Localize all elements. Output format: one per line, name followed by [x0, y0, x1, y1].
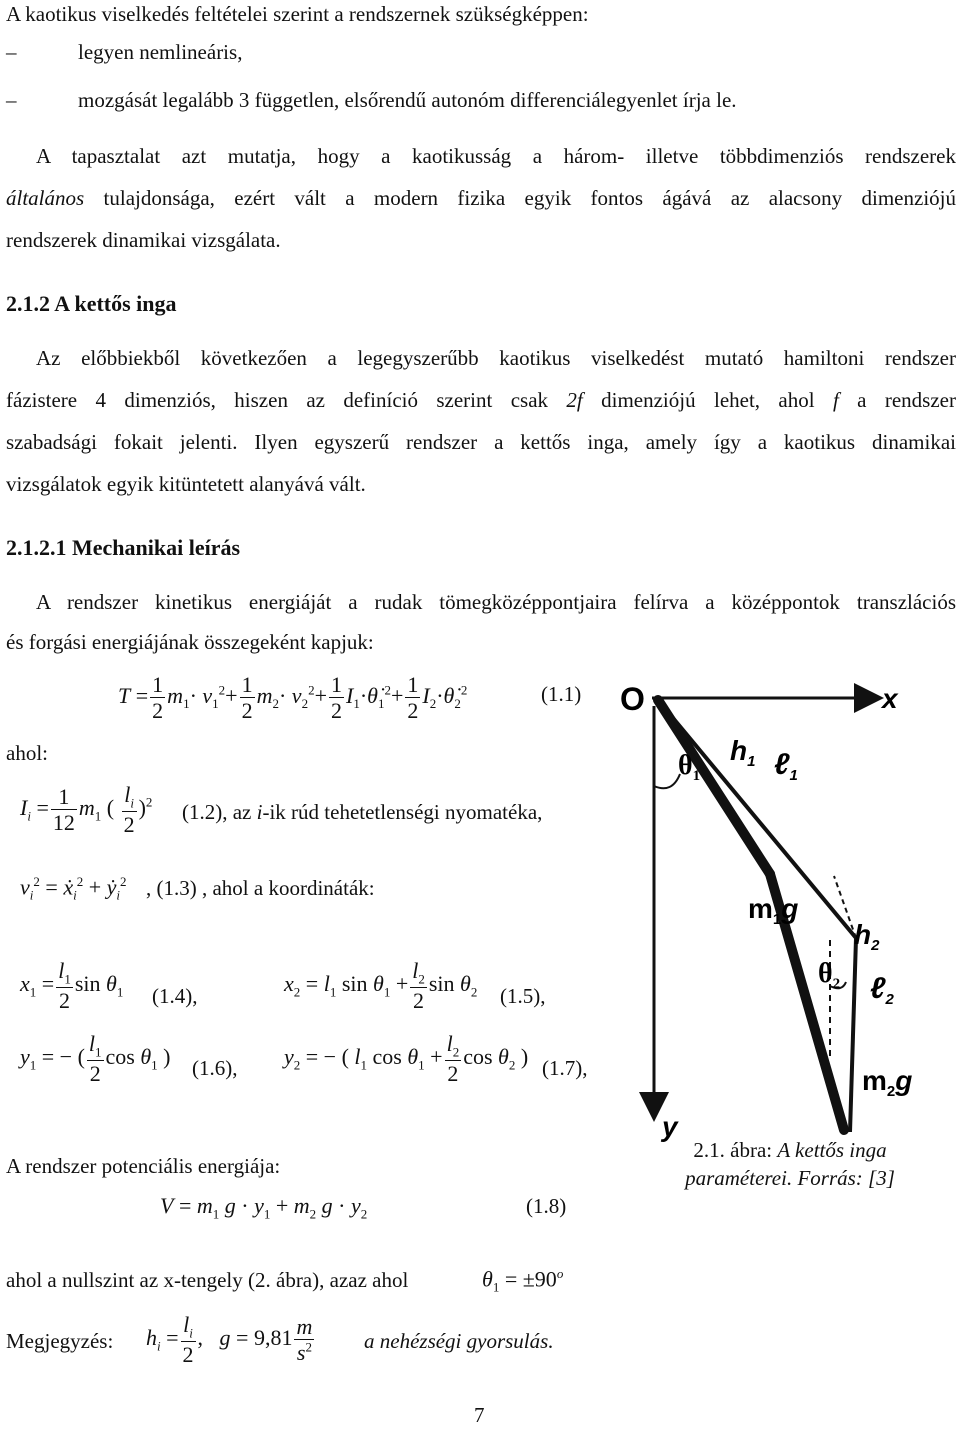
s212-line4: vizsgálatok egyik kitüntetett alanyává vált. [6, 472, 366, 496]
s212-line2: fázistere 4 dimenziós, hiszen az definíció szerint csak 2f dimenziójú lehet, ahol f a rendszer [6, 388, 956, 412]
l2-label: ℓ$_2$ [870, 972, 894, 1008]
h1-line [658, 700, 770, 874]
equation-1-5: $x_2 = l_1$ $\sin \theta_1$ + $\frac{l_2}{2}$ $\sin \theta_2$ [284, 958, 478, 1014]
equation-1-3: $v_i^2$ = ẋ$_i^2$ + ẏ$_i^2$ [20, 874, 127, 903]
bullet-dash-2: – [6, 88, 17, 112]
l2-line [850, 938, 856, 1132]
ahol-label: ahol: [6, 741, 48, 765]
h2-label: $h_2$ [854, 919, 880, 954]
para1-line1: A tapasztalat azt mutatja, hogy a kaotikusság a három- illetve többdimenziós rendszerek [36, 144, 956, 168]
section-heading-2-1-2-1: 2.1.2.1 Mechanikai leírás [6, 535, 241, 560]
para1-line3: rendszerek dinamikai vizsgálata. [6, 228, 281, 252]
equation-1-8: $V = m_1$ $g \cdot y_1 + m_2$ $g \cdot y_2$ [160, 1193, 368, 1222]
h1-label: $h_1$ [730, 735, 756, 770]
section-heading-2-1-2: 2.1.2 A kettős inga [6, 291, 177, 316]
potential-energy-text: A rendszer potenciális energiája: [6, 1154, 281, 1178]
origin-label: O [620, 681, 645, 717]
equation-1-3-label: , (1.3) , ahol a koordináták: [146, 876, 375, 900]
theta2-label: $\theta_2$ [818, 958, 841, 992]
x-axis-label: x [882, 683, 898, 714]
equation-1-7-label: (1.7), [542, 1056, 588, 1080]
equation-1-1: T = $\frac{1}{2}$ $m_1\cdot v_1^2+$ $\frac{1}{2}$ $m_2\cdot v_2^2+$ $\frac{1}{2}$ $I_1\cdot\thetȧ_1^2+$ $\frac{1}{2}$ $I_2\cdot\thetȧ_2^2$ [118, 672, 468, 724]
equation-1-7: $y_2$ = − ( $l_1$ $\cos \theta_1$ + $\frac{l_2}{2}$ $\cos \theta_2$ ) [284, 1031, 529, 1087]
figure-caption-line1: 2.1. ábra: A kettős inga [693, 1138, 887, 1162]
m2g-label: $m_2g$ [862, 1065, 913, 1100]
equation-1-4-label: (1.4), [152, 984, 198, 1008]
nullszint-text: ahol a nullszint az x-tengely (2. ábra), azaz ahol [6, 1268, 409, 1292]
intro-lead: A kaotikus viselkedés feltételei szerint a rendszernek szükségképpen: [6, 2, 589, 26]
s2121-line1: A rendszer kinetikus energiáját a rudak tömegközéppontjaira felírva a középpontok transzlációs [36, 590, 956, 614]
equation-1-6-label: (1.6), [192, 1056, 238, 1080]
megjegyzes-label: Megjegyzés: [6, 1329, 114, 1353]
s212-line1: Az előbbiekből következően a legegyszerűbb kaotikus viselkedést mutató hamiltoni rendszer [36, 346, 956, 370]
equation-1-2-label: (1.2), az i-ik rúd tehetetlenségi nyomatéka, [182, 800, 543, 824]
s212-line3: szabadsági fokait jelenti. Ilyen egyszerű rendszer a kettős inga, amely így a kaotikus dinamikai [6, 430, 956, 454]
equation-1-6: $y_1$ = − ( $\frac{l_1}{2}$ $\cos \theta_1$ ) [20, 1031, 171, 1087]
s2121-line2: és forgási energiájának összegeként kapjuk: [6, 630, 374, 654]
bullet-dash-1: – [6, 40, 17, 64]
theta1-label: $\theta_1$ [678, 750, 701, 784]
equation-1-1-label: (1.1) [541, 682, 582, 706]
y-axis-label: y [662, 1111, 678, 1142]
equation-1-5-label: (1.5), [500, 984, 546, 1008]
theta-condition: $\theta_1 = \pm 90^o$ [482, 1266, 564, 1295]
figure-caption-line2: paraméterei. Forrás: [3] [685, 1166, 895, 1190]
bullet-item-1: legyen nemlineáris, [78, 40, 243, 64]
h-formula: $h_i$ = $\frac{l_i}{2}$ , g = 9,81 $\frac{m}{s^2}$ [146, 1312, 313, 1368]
double-pendulum-figure [620, 676, 956, 1142]
equation-1-2: $I_i$ = $\frac{1}{12}$ $m_1$ ( $\frac{l_i}{2}$ )$^2$ [20, 782, 153, 838]
equation-1-4: $x_1$ = $\frac{l_1}{2}$ $\sin \theta_1$ [20, 958, 124, 1014]
page-number: 7 [474, 1403, 485, 1427]
para1-line2: általános tulajdonsága, ezért vált a modern fizika egyik fontos ágává az alacsony dimenziójú [6, 186, 956, 210]
bullet-item-2: mozgását legalább 3 független, elsőrendű autonóm differenciálegyenlet írja le. [78, 88, 737, 112]
l1-label: ℓ$_1$ [774, 748, 798, 784]
equation-1-8-label: (1.8) [526, 1194, 567, 1218]
gravity-text: a nehézségi gyorsulás. [364, 1329, 554, 1353]
m1g-label: $m_1g$ [748, 893, 799, 928]
